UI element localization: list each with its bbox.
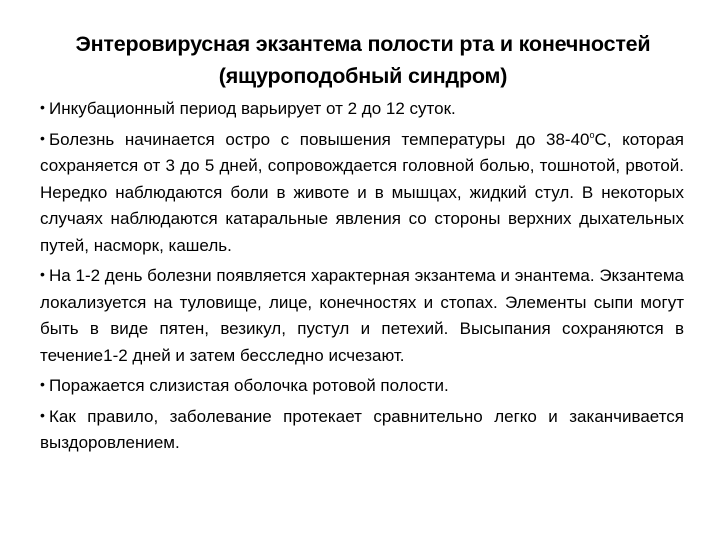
bullet-list <box>40 94 684 459</box>
bullet-item-outcome <box>40 402 684 457</box>
bullet-marker: • <box>40 129 45 146</box>
bullet-marker: • <box>40 376 45 392</box>
bullet-text-part-1: Болезнь начинается остро с повышения температуры до 38-40 <box>49 129 590 149</box>
bullet-item-mucosa <box>40 371 684 400</box>
bullet-text-part-2: С, которая сохраняется от 3 до 5 дней, сопровождается головной болью, тошнотой, рвотой. Нередко наблюдаются боли в животе и в мышцах, жидкий стул. В некоторых случаях наблюдаются катаральные явления со стороны верхних дыхательных путей, насморк, кашель. <box>40 129 684 255</box>
degree-superscript: о <box>589 129 595 140</box>
bullet-text: Как правило, заболевание протекает сравнительно легко и заканчивается выздоровлением. <box>40 406 684 452</box>
bullet-text: На 1-2 день болезни появляется характерная экзантема и энантема. Экзантема локализуется на туловище, лице, конечностях и стопах. Элементы сыпи могут быть в виде пятен, везикул, пустул и петехий. Высыпания сохраняются в течение1-2 дней и затем бесследно исчезают. <box>40 266 684 365</box>
bullet-marker: • <box>40 406 45 423</box>
slide-title-line-1: Энтеровирусная экзантема полости рта и конечностей <box>75 32 651 56</box>
bullet-marker: • <box>40 99 45 115</box>
bullet-item-onset <box>40 125 684 260</box>
bullet-text: Инкубационный период варьирует от 2 до 12 суток. <box>49 99 456 118</box>
bullet-marker: • <box>40 266 45 282</box>
bullet-item-exanthema <box>40 261 684 369</box>
bullet-item-incubation <box>40 94 684 123</box>
slide-title <box>40 28 686 92</box>
slide-title-line-2: (ящуроподобный синдром) <box>218 64 508 88</box>
bullet-text: Поражается слизистая оболочка ротовой полости. <box>49 376 449 395</box>
